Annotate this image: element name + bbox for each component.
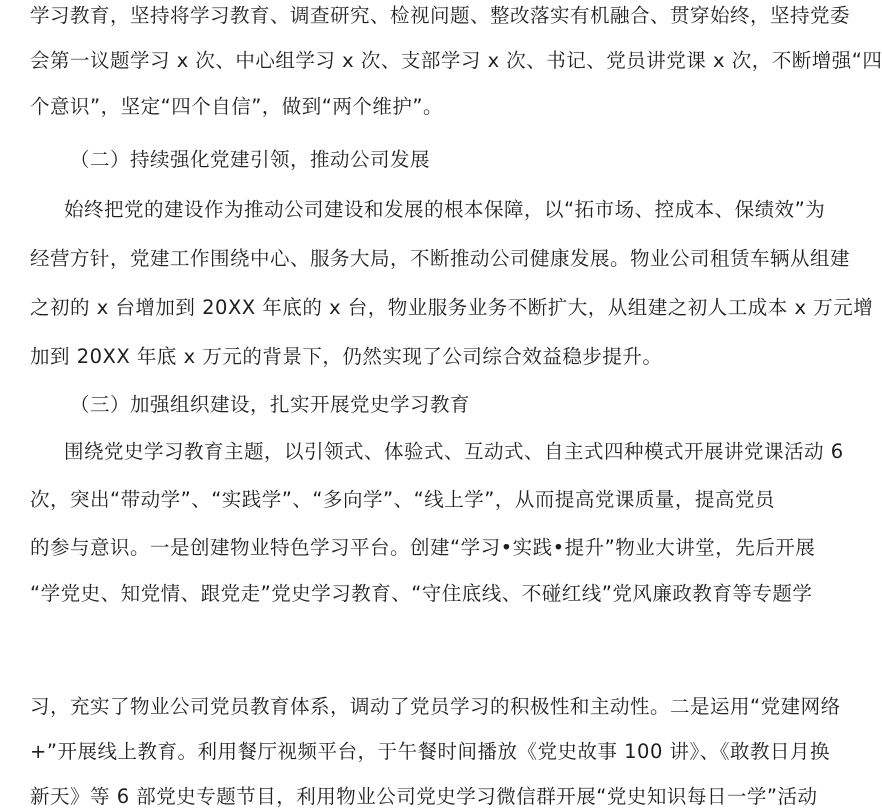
body-line: 习，充实了物业公司党员教育体系，调动了党员学习的积极性和主动性。二是运用“党建网络 (30, 695, 841, 718)
body-line: 会第一议题学习 x 次、中心组学习 x 次、支部学习 x 次、书记、党员讲党课 x 次，不断增强“四 (30, 49, 882, 72)
body-line: 经营方针，党建工作围绕中心、服务大局，不断推动公司健康发展。物业公司租赁车辆从组建 (30, 247, 851, 270)
body-line: 的参与意识。一是创建物业特色学习平台。创建“学习•实践•提升”物业大讲堂，先后开展 (30, 536, 816, 559)
body-line: 围绕党史学习教育主题，以引领式、体验式、互动式、自主式四种模式开展讲党课活动 6 (64, 440, 844, 463)
body-line: “学党史、知党情、跟党走”党史学习教育、“守住底线、不碰红线”党风廉政教育等专题学 (30, 582, 813, 605)
section-heading: （三）加强组织建设，扎实开展党史学习教育 (70, 393, 471, 416)
section-heading: （二）持续强化党建引领，推动公司发展 (70, 148, 431, 171)
body-line: +”开展线上教育。利用餐厅视频平台，于午餐时间播放《党史故事 100 讲》、《敢教日月换 (30, 740, 831, 763)
body-line: 个意识”，坚定“四个自信”，做到“两个维护”。 (30, 95, 444, 118)
body-line: 新天》等 6 部党史专题节目，利用物业公司党史学习微信群开展“党史知识每日一学”活动 (30, 785, 818, 808)
body-line: 始终把党的建设作为推动公司建设和发展的根本保障，以“拓市场、控成本、保绩效”为 (64, 198, 826, 221)
body-line: 加到 20XX 年底 x 万元的背景下，仍然实现了公司综合效益稳步提升。 (30, 345, 663, 368)
body-line: 之初的 x 台增加到 20XX 年底的 x 台，物业服务业务不断扩大，从组建之初人工成本 x 万元增 (30, 296, 874, 319)
body-line: 次，突出“带动学”、“实践学”、“多向学”、“线上学”，从而提高党课质量，提高党员 (30, 488, 775, 511)
body-line: 学习教育，坚持将学习教育、调查研究、检视问题、整改落实有机融合、贯穿始终，坚持党委 (30, 4, 851, 27)
